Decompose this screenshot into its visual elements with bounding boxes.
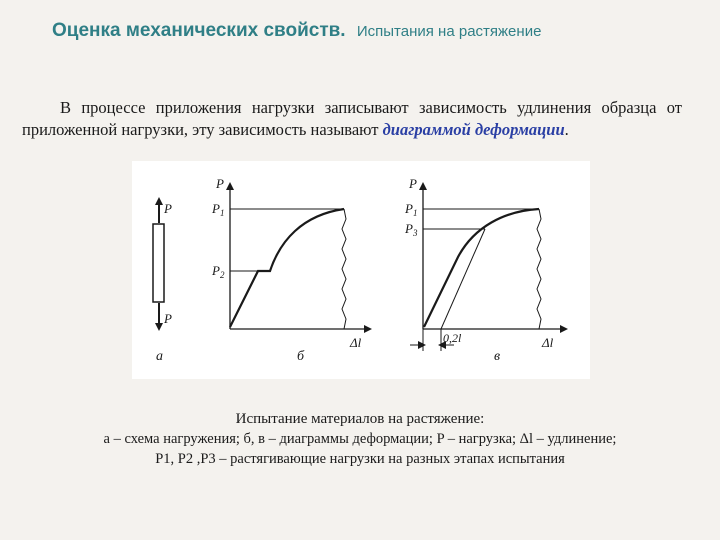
panel-b-p1-sub: 1 — [219, 208, 225, 218]
panel-c-offset-value: 0,2 — [443, 331, 458, 345]
panel-a-loading-scheme — [153, 201, 172, 364]
intro-term: диаграммой деформации — [382, 120, 565, 139]
panel-c-axis-x: Δl — [542, 335, 554, 350]
title-main: Оценка механических свойств. — [52, 20, 346, 41]
panel-b-p1-label — [211, 201, 224, 218]
caption-line-2: а – схема нагружения; б, в – диаграммы деформации; P – нагрузка; Δl – удлинение; — [103, 431, 617, 447]
panel-b-curve — [230, 209, 344, 327]
panel-a-load-bottom: P — [164, 311, 172, 326]
panel-b-label: б — [297, 349, 305, 364]
panel-c-offset-var: l — [458, 331, 462, 345]
panel-c-offset-label — [443, 331, 462, 345]
panel-c-p3-label — [404, 221, 418, 238]
panel-c-p1-letter: P — [405, 201, 413, 216]
panel-a-label: а — [156, 349, 163, 364]
panel-b-axis-x: Δl — [350, 335, 362, 350]
panel-c-break-line — [537, 209, 541, 329]
tensile-figure — [132, 161, 590, 379]
intro-end: . — [564, 120, 569, 139]
panel-c-p1-label — [404, 201, 417, 218]
panel-c-label: в — [494, 349, 501, 364]
panel-b-p2-letter: P — [212, 263, 220, 278]
panel-b-break-line — [342, 209, 346, 329]
panel-b-p2-sub: 2 — [219, 270, 225, 280]
figure-drawing — [132, 161, 590, 379]
panel-c-axis-y: P — [409, 176, 417, 191]
caption-line-1: Испытание материалов на растяжение: — [235, 411, 485, 427]
slide-title — [52, 20, 712, 42]
panel-a-load-top: P — [164, 201, 172, 216]
panel-c-diagram — [404, 176, 564, 364]
caption-line-3: P1, P2 ,P3 – растягивающие нагрузки на разных этапах испытания — [155, 451, 565, 467]
panel-c-p1-sub: 1 — [412, 208, 418, 218]
panel-b-p2-label — [211, 263, 225, 280]
figure-caption — [40, 409, 680, 469]
panel-c-p3-letter: P — [405, 221, 413, 236]
panel-b-diagram — [211, 176, 368, 364]
intro-text: В процессе приложения нагрузки записывают зависимость удлинения образца от приложенной нагрузки, эту зависимость называют — [22, 98, 682, 139]
panel-b-axis-y: P — [216, 176, 224, 191]
title-sub: Испытания на растяжение — [356, 23, 542, 40]
specimen-bar — [153, 224, 164, 302]
intro-paragraph — [22, 97, 682, 141]
panel-b-p1-letter: P — [212, 201, 220, 216]
panel-c-p3-sub: 3 — [412, 228, 418, 238]
panel-c-curve — [424, 209, 539, 327]
